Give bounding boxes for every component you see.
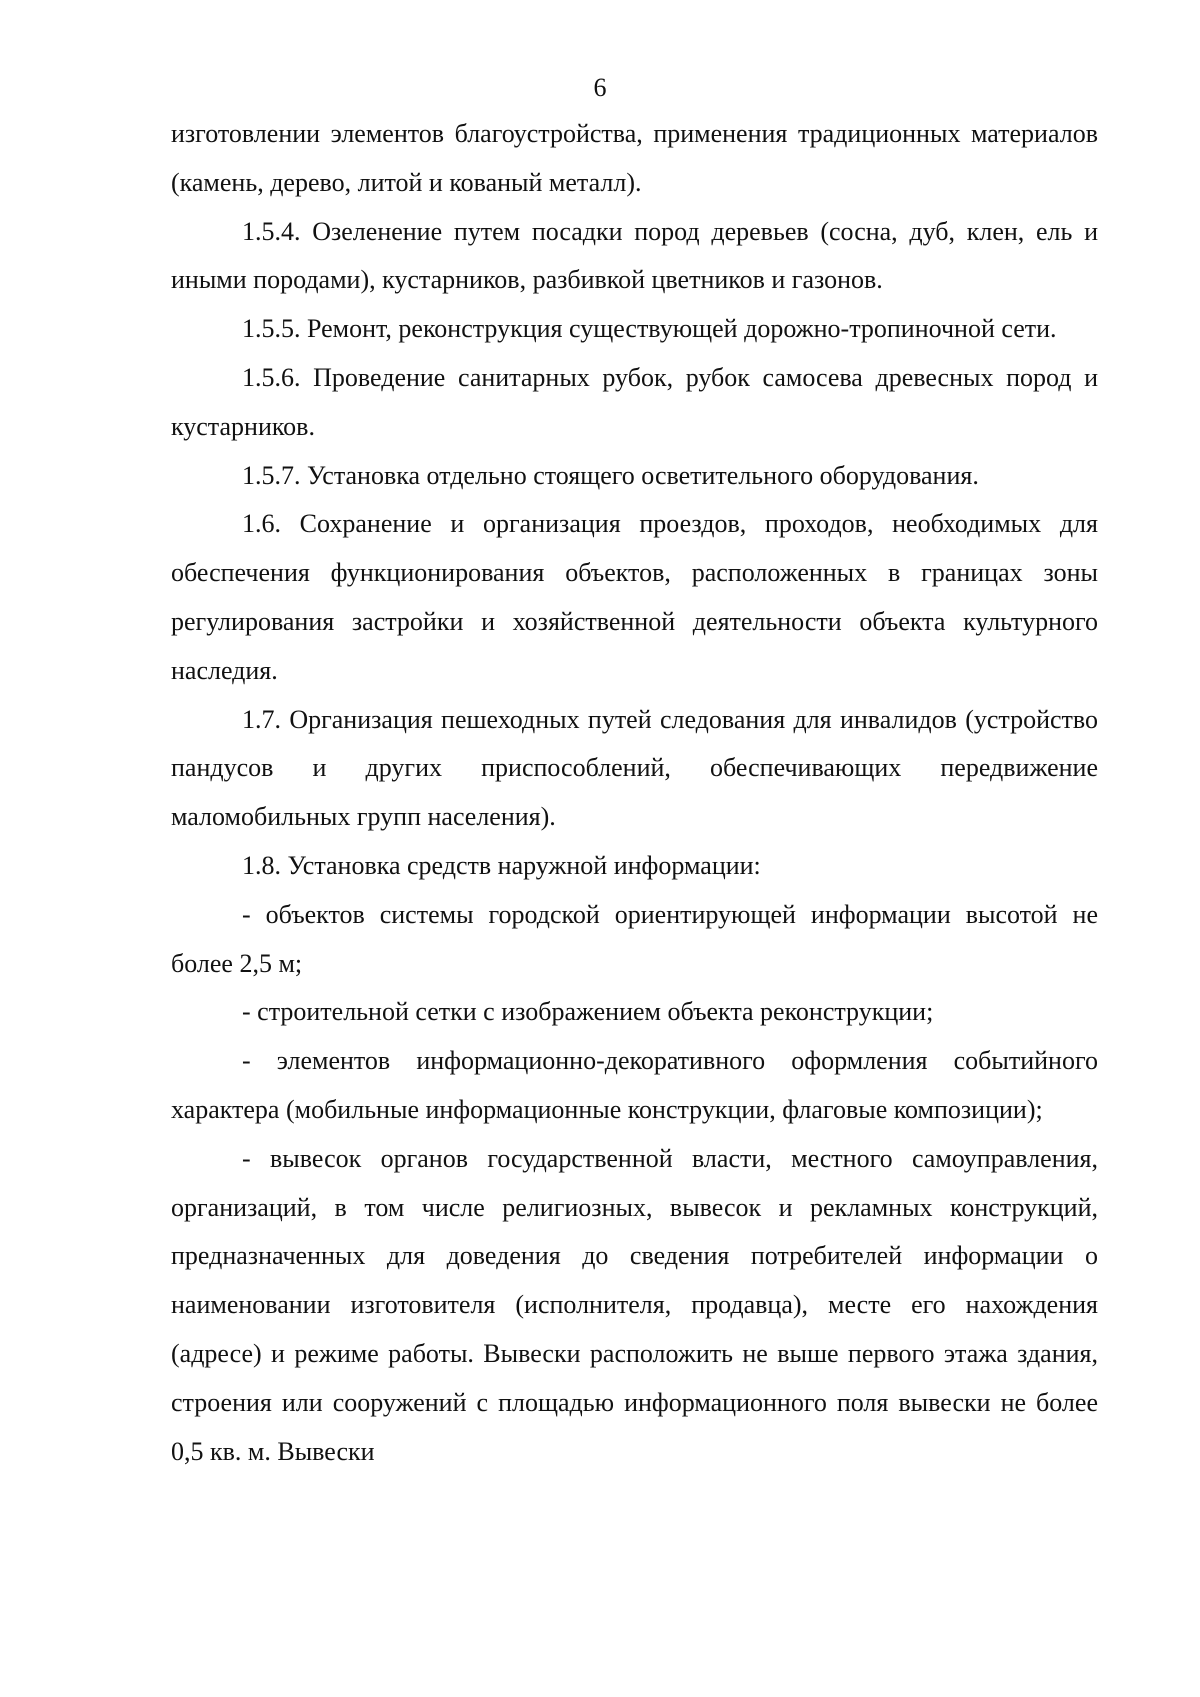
page-number: 6 (593, 73, 607, 102)
list-item-construction-mesh: - строительной сетки с изображением объекта реконструкции; (242, 997, 934, 1027)
list-item-decorative-elements: - элементов информационно-декоративного оформления событийного характера (мобильные информационные конструкции, флаговые композиции); (171, 1046, 1098, 1124)
list-item-signboards: - вывесок органов государственной власти, местного самоуправления, организаций, в том числе религиозных, вывесок и рекламных конструкций, предназначенных для доведения до сведения потребителей информации о наименовании изготовителя (исполнителя, продавца), месте его нахождения (адресе) и режиме работы. Вывески расположить не выше первого этажа здания, строения или сооружений с площадью информационного поля вывески не более 0,5 кв. м. Вывески (171, 1143, 1098, 1466)
paragraph-1-5-6: 1.5.6. Проведение санитарных рубок, рубок самосева древесных пород и кустарников. (171, 362, 1098, 441)
paragraph-continuation: изготовлении элементов благоустройства, применения традиционных материалов (камень, дерево, литой и кованый металл). (171, 119, 1098, 197)
paragraph-1-8: 1.8. Установка средств наружной информации: (242, 850, 761, 880)
document-body (171, 110, 1098, 1476)
list-item-orientation-info: - объектов системы городской ориентирующей информации высотой не более 2,5 м; (171, 899, 1098, 978)
paragraph-1-7: 1.7. Организация пешеходных путей следования для инвалидов (устройство пандусов и других приспособлений, обеспечивающих передвижение маломобильных групп населения). (171, 704, 1098, 832)
paragraph-1-5-5: 1.5.5. Ремонт, реконструкция существующей дорожно-тропиночной сети. (242, 314, 1057, 344)
paragraph-1-5-4: 1.5.4. Озеленение путем посадки пород деревьев (сосна, дуб, клен, ель и иными породами), кустарников, разбивкой цветников и газонов. (171, 216, 1098, 295)
paragraph-1-5-7: 1.5.7. Установка отдельно стоящего осветительного оборудования. (242, 460, 979, 490)
paragraph-1-6: 1.6. Сохранение и организация проездов, проходов, необходимых для обеспечения функционирования объектов, расположенных в границах зоны регулирования застройки и хозяйственной деятельности объекта культурного наследия. (171, 509, 1098, 685)
